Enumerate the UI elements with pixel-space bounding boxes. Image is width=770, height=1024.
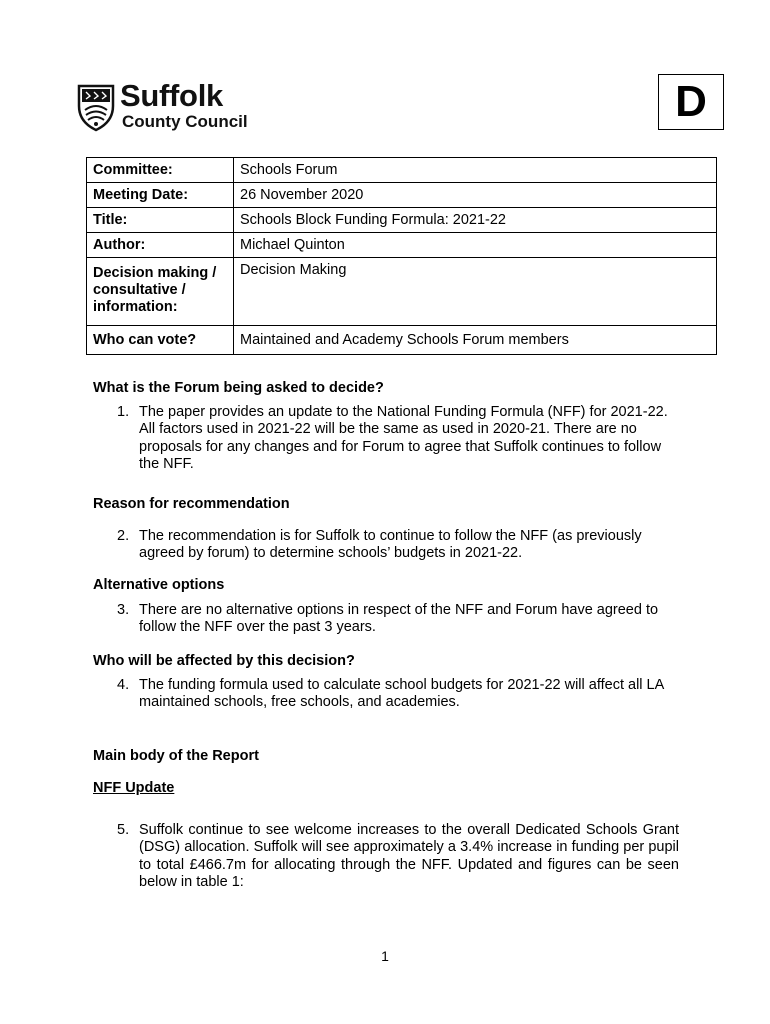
meta-label: Who can vote? — [87, 326, 234, 355]
logo-subtitle: County Council — [122, 112, 248, 131]
meta-label: Committee: — [87, 158, 234, 183]
item-number: 2. — [117, 528, 130, 544]
item-text: There are no alternative options in respect of the NFF and Forum have agreed to follow the NFF over the past 3 years. — [139, 602, 659, 636]
page-number: 1 — [381, 948, 389, 964]
item-text: Suffolk continue to see welcome increases to the overall Dedicated Schools Grant (DSG) allocation. Suffolk will see approximately a 3.4% increase in funding per pupil to total £466.7m for allocating through the NFF. Updated and figures can be seen below in table 1: — [139, 822, 679, 891]
nff-update-heading: NFF Update — [93, 780, 175, 796]
decide-heading: What is the Forum being asked to decide? — [93, 380, 384, 396]
item-number: 3. — [117, 602, 130, 618]
item-number: 4. — [117, 677, 130, 693]
table-row — [87, 158, 717, 183]
meta-value: Schools Block Funding Formula: 2021-22 — [234, 208, 717, 233]
table-row — [87, 258, 717, 326]
meta-label: Decision making / consultative / information: — [87, 258, 234, 326]
meta-label: Meeting Date: — [87, 183, 234, 208]
meta-value: 26 November 2020 — [234, 183, 717, 208]
affected-heading: Who will be affected by this decision? — [93, 653, 355, 669]
table-row — [87, 233, 717, 258]
meta-label: Title: — [87, 208, 234, 233]
table-row — [87, 208, 717, 233]
meta-table — [86, 157, 717, 355]
meta-value: Schools Forum — [234, 158, 717, 183]
item-number: 5. — [117, 822, 130, 838]
meta-value: Decision Making — [234, 258, 717, 326]
suffolk-logo — [76, 80, 256, 134]
logo-name: Suffolk — [120, 78, 223, 113]
alternative-heading: Alternative options — [93, 577, 225, 593]
table-row — [87, 183, 717, 208]
meta-value: Michael Quinton — [234, 233, 717, 258]
meta-label: Author: — [87, 233, 234, 258]
item-number: 1. — [117, 404, 130, 420]
reason-heading: Reason for recommendation — [93, 496, 290, 512]
item-text: The funding formula used to calculate school budgets for 2021-22 will affect all LA maintained schools, free schools, and academies. — [139, 677, 664, 711]
appendix-letter: D — [658, 74, 724, 130]
table-row — [87, 326, 717, 355]
main-body-heading: Main body of the Report — [93, 748, 259, 764]
crest-icon — [76, 80, 116, 132]
item-text: The paper provides an update to the National Funding Formula (NFF) for 2021-22. All factors used in 2021-22 will be the same as used in 2020-21. There are no proposals for any changes and for Forum to agree that Suffolk continues to follow the NFF. — [139, 404, 668, 473]
meta-value: Maintained and Academy Schools Forum members — [234, 326, 717, 355]
item-text: The recommendation is for Suffolk to continue to follow the NFF (as previously agreed by forum) to determine schools’ budgets in 2021-22. — [139, 528, 642, 562]
